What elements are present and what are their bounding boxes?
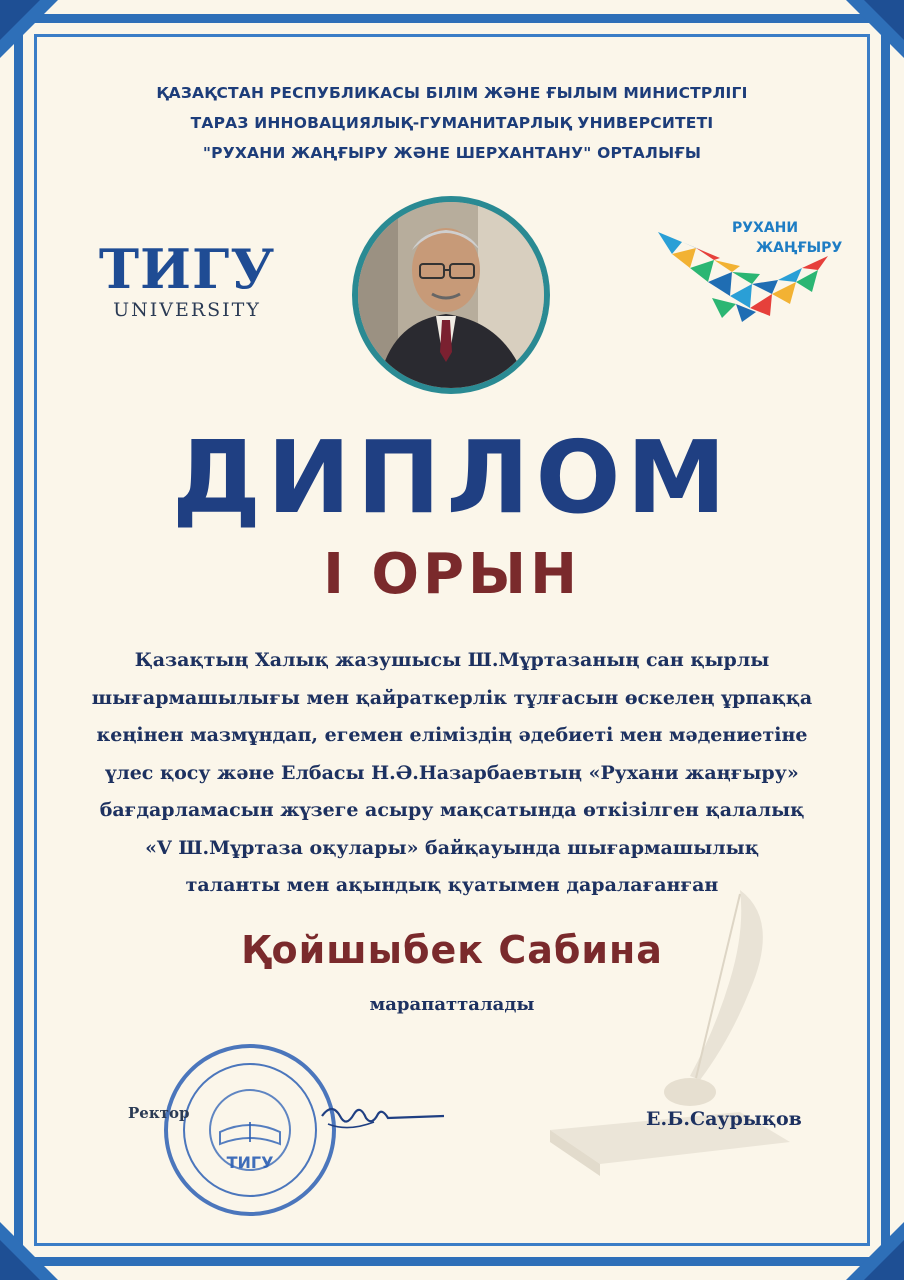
citation-line: үлес қосу және Елбасы Н.Ә.Назарбаевтың «Рухани жаңғыру» xyxy=(105,761,799,784)
ruhani-logo-text xyxy=(732,218,842,258)
header-center: "РУХАНИ ЖАҢҒЫРУ ЖӘНЕ ШЕРХАНТАНУ" ОРТАЛЫҒЫ xyxy=(202,144,702,162)
citation-line: Қазақтың Халық жазушысы Ш.Мұртазаның сан қырлы xyxy=(134,649,770,671)
corner-ornament-top-left xyxy=(0,0,70,70)
tigu-university-logo xyxy=(92,238,282,322)
signer-name: Е.Б.Саурықов xyxy=(646,1108,802,1130)
university-stamp-seal xyxy=(160,1040,340,1220)
writer-portrait-photo xyxy=(352,196,550,394)
tigu-logo-subtitle: UNIVERSITY xyxy=(113,299,261,321)
rector-label: Ректор xyxy=(128,1104,190,1122)
diploma-title: ДИПЛОМ xyxy=(171,419,733,536)
stamp-lettering: ТИГУ xyxy=(226,1153,274,1172)
tigu-logo-wordmark: ТИГУ xyxy=(98,238,276,301)
citation-line: шығармашылығы мен қайраткерлік тұлғасын өскелең ұрпаққа xyxy=(91,686,813,709)
ruhani-logo-line2: ЖАҢҒЫРУ xyxy=(756,240,843,256)
rector-signature xyxy=(318,1092,448,1142)
citation-line: «V Ш.Мұртаза оқулары» байқауында шығармашылық xyxy=(145,836,759,859)
recipient-name: Қойшыбек Сабина xyxy=(241,928,663,972)
header-university: ТАРАЗ ИННОВАЦИЯЛЫҚ-ГУМАНИТАРЛЫҚ УНИВЕРСИТЕТІ xyxy=(190,114,714,132)
header-ministry: ҚАЗАҚСТАН РЕСПУБЛИКАСЫ БІЛІМ ЖӘНЕ ҒЫЛЫМ МИНИСТРЛІГІ xyxy=(156,84,748,102)
corner-ornament-bottom-left xyxy=(0,1210,70,1280)
citation-line: бағдарламасын жүзеге асыру мақсатында өткізілген қалалық xyxy=(99,799,805,821)
citation-line: таланты мен ақындық қуатымен даралағанған xyxy=(185,874,719,896)
corner-ornament-top-right xyxy=(834,0,904,70)
header-block xyxy=(60,78,844,168)
citation-line: кеңінен мазмұндап, егемен еліміздің әдебиеті мен мәдениетіне xyxy=(96,724,808,746)
awarded-text: марапатталады xyxy=(369,994,535,1015)
portrait-illustration xyxy=(358,202,544,388)
citation-text xyxy=(70,642,834,905)
corner-ornament-bottom-right xyxy=(834,1210,904,1280)
ruhani-logo-line1: РУХАНИ xyxy=(732,220,799,236)
place-award: I ОРЫН xyxy=(323,542,581,607)
